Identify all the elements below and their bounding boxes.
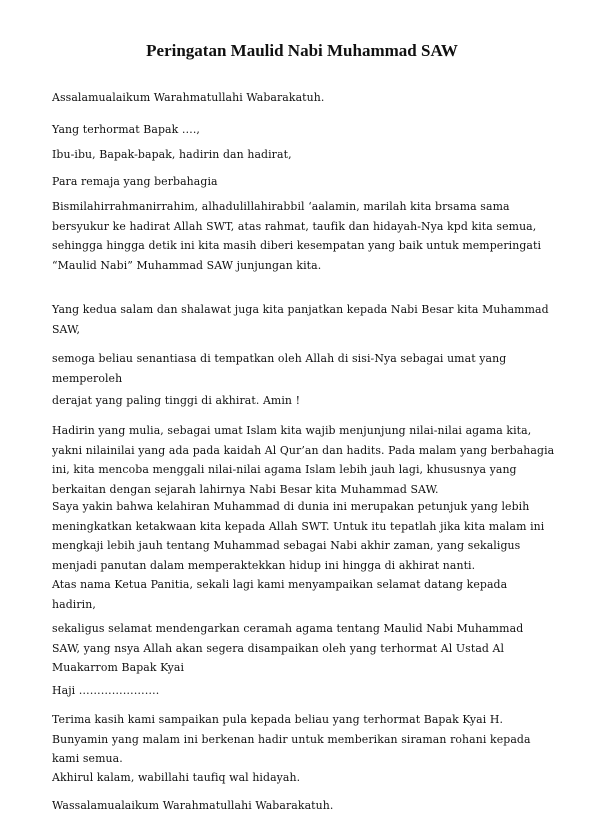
body-paragraph	[52, 421, 560, 499]
paragraph-line: Wassalamualaikum Warahmatullahi Wabarakatuh.	[52, 799, 334, 812]
paragraph-line: SAW, yang nsya Allah akan segera disampaikan oleh yang terhormat Al Ustad Al	[52, 641, 505, 655]
address-paragraph	[52, 120, 560, 140]
body-paragraph	[52, 497, 560, 575]
paragraph-line: memperoleh	[52, 371, 123, 385]
paragraph-line: semoga beliau senantiasa di tempatkan oleh Allah di sisi-Nya sebagai umat yang	[52, 352, 507, 365]
address-paragraph	[52, 172, 560, 192]
paragraph-line: “Maulid Nabi” Muhammad SAW junjungan kita.	[52, 258, 322, 272]
paragraph-line: Ibu-ibu, Bapak-bapak, hadirin dan hadirat,	[52, 148, 292, 161]
paragraph-line: Assalamualaikum Warahmatullahi Wabarakatuh.	[52, 91, 325, 104]
paragraph-line: Bismilahirrahmanirrahim, alhadulillahirabbil ‘aalamin, marilah kita brsama sama	[52, 200, 510, 213]
welcome-paragraph	[52, 619, 560, 678]
paragraph-line: Yang terhormat Bapak ….,	[52, 123, 200, 136]
paragraph-line: berkaitan dengan sejarah lahirnya Nabi Besar kita Muhammad SAW.	[52, 482, 439, 496]
opening-paragraph	[52, 197, 560, 275]
paragraph-line: derajat yang paling tinggi di akhirat. Amin !	[52, 394, 301, 407]
paragraph-line: Atas nama Ketua Panitia, sekali lagi kami menyampaikan selamat datang kepada	[52, 578, 508, 591]
paragraph-line: Saya yakin bahwa kelahiran Muhammad di dunia ini merupakan petunjuk yang lebih	[52, 500, 530, 513]
paragraph-line: Muakarrom Bapak Kyai	[52, 661, 185, 674]
paragraph-line: sehingga hingga detik ini kita masih diberi kesempatan yang baik untuk memperingati	[52, 239, 542, 252]
greeting-paragraph	[52, 88, 560, 108]
paragraph-line: menjadi panutan dalam memperaktekkan hidup ini hingga di akhirat nanti.	[52, 558, 476, 572]
paragraph-line: SAW,	[52, 322, 81, 336]
thanks-paragraph	[52, 710, 560, 769]
prayer-paragraph	[52, 391, 560, 411]
address-paragraph	[52, 145, 560, 165]
shalawat-paragraph	[52, 300, 560, 339]
paragraph-line: Yang kedua salam dan shalawat juga kita panjatkan kepada Nabi Besar kita Muhammad	[52, 303, 549, 316]
paragraph-line: hadirin,	[52, 597, 96, 611]
closing-greeting-paragraph	[52, 796, 560, 816]
closing-paragraph	[52, 768, 560, 788]
paragraph-line: Terima kasih kami sampaikan pula kepada beliau yang terhormat Bapak Kyai H.	[52, 713, 504, 726]
paragraph-line: meningkatkan ketakwaan kita kepada Allah SWT. Untuk itu tepatlah jika kita malam ini	[52, 519, 545, 533]
paragraph-line: bersyukur ke hadirat Allah SWT, atas rahmat, taufik dan hidayah-Nya kpd kita semua,	[52, 219, 537, 233]
prayer-paragraph	[52, 349, 560, 388]
paragraph-line: sekaligus selamat mendengarkan ceramah agama tentang Maulid Nabi Muhammad	[52, 622, 524, 635]
speaker-name-paragraph	[52, 681, 560, 701]
paragraph-line: Haji ………………….	[52, 684, 160, 697]
paragraph-line: mengkaji lebih jauh tentang Muhammad sebagai Nabi akhir zaman, yang sekaligus	[52, 539, 521, 552]
document-title: Peringatan Maulid Nabi Muhammad SAW	[146, 41, 458, 60]
paragraph-line: yakni nilainilai yang ada pada kaidah Al Qur’an dan hadits. Pada malam yang berbahagia	[52, 443, 555, 457]
paragraph-line: Bunyamin yang malam ini berkenan hadir untuk memberikan siraman rohani kepada	[52, 732, 531, 746]
paragraph-line: Para remaja yang berbahagia	[52, 175, 218, 188]
welcome-paragraph	[52, 575, 560, 614]
paragraph-line: kami semua.	[52, 752, 123, 765]
paragraph-line: ini, kita mencoba menggali nilai-nilai agama Islam lebih jauh lagi, khususnya yang	[52, 463, 517, 476]
paragraph-line: Akhirul kalam, wabillahi taufiq wal hidayah.	[52, 771, 301, 784]
paragraph-line: Hadirin yang mulia, sebagai umat Islam kita wajib menjunjung nilai-nilai agama kita,	[52, 424, 532, 437]
